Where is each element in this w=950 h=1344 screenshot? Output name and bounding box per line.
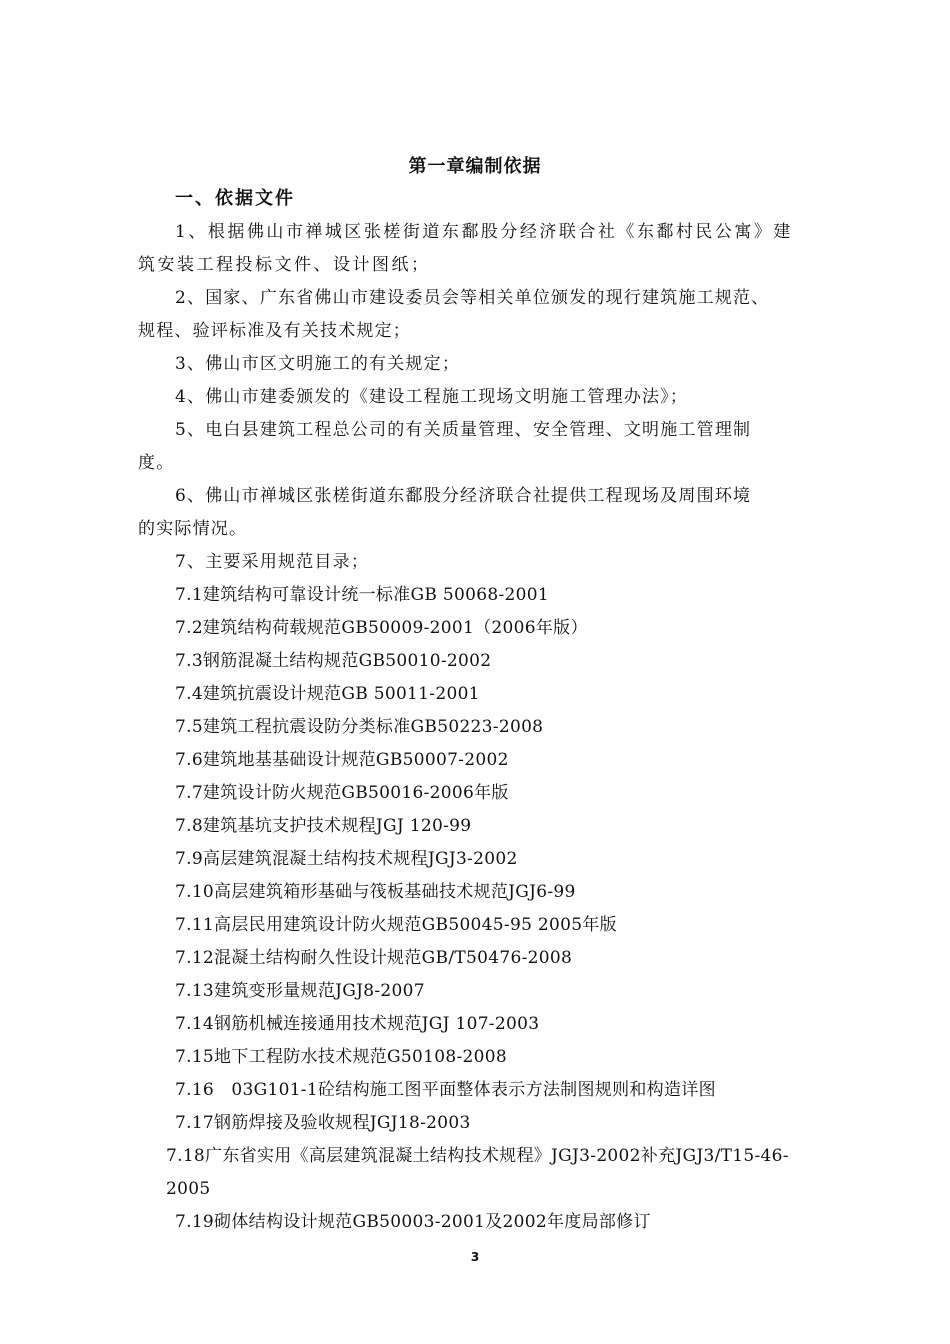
- item-4: 4、佛山市建委颁发的《建设工程施工现场文明施工管理办法》；: [175, 387, 689, 407]
- standard-7-3: 7.3钢筋混凝土结构规范GB50010-2002: [175, 651, 492, 671]
- item-6-line-1: 6、佛山市禅城区张槎街道东鄱股分经济联合社提供工程现场及周围环境: [175, 486, 752, 506]
- standard-7-18-line-1: 7.18广东省实用《高层建筑混凝土结构技术规程》JGJ3-2002补充JGJ3/T15-46-: [166, 1146, 789, 1166]
- standard-7-10: 7.10高层建筑箱形基础与筏板基础技术规范JGJ6-99: [175, 882, 576, 902]
- item-5-line-1: 5、电白县建筑工程总公司的有关质量管理、安全管理、文明施工管理制: [175, 420, 752, 440]
- item-2-line-2: 规程、验评标准及有关技术规定；: [138, 321, 411, 341]
- chapter-title: 第一章编制依据: [408, 156, 542, 177]
- standard-7-18-line-2: 2005: [166, 1179, 211, 1199]
- item-1-line-1: 1、根据佛山市禅城区张槎街道东鄱股分经济联合社《东鄱村民公寓》建: [175, 222, 793, 242]
- standard-7-2: 7.2建筑结构荷载规范GB50009-2001（2006年版）: [175, 618, 588, 638]
- standard-7-12: 7.12混凝土结构耐久性设计规范GB/T50476-2008: [175, 948, 573, 968]
- standard-7-6: 7.6建筑地基基础设计规范GB50007-2002: [175, 750, 509, 770]
- item-7: 7、主要采用规范目录；: [175, 552, 370, 572]
- item-3: 3、佛山市区文明施工的有关规定；: [175, 354, 461, 374]
- standard-7-1: 7.1建筑结构可靠设计统一标准GB 50068-2001: [175, 585, 549, 605]
- section-heading: 一、依据文件: [175, 188, 295, 209]
- page-number: 3: [470, 1250, 480, 1264]
- standard-7-19: 7.19砌体结构设计规范GB50003-2001及2002年度局部修订: [175, 1212, 651, 1232]
- standard-7-14: 7.14钢筋机械连接通用技术规范JGJ 107-2003: [175, 1014, 540, 1034]
- item-2-line-1: 2、国家、广东省佛山市建设委员会等相关单位颁发的现行建筑施工规范、: [175, 288, 770, 308]
- standard-7-17: 7.17钢筋焊接及验收规程JGJ18-2003: [175, 1113, 471, 1133]
- standard-7-9: 7.9高层建筑混凝土结构技术规程JGJ3-2002: [175, 849, 518, 869]
- standard-7-7: 7.7建筑设计防火规范GB50016-2006年版: [175, 783, 509, 803]
- item-1-line-2: 筑安装工程投标文件、设计图纸；: [138, 255, 431, 275]
- item-6-line-2: 的实际情况。: [138, 519, 248, 539]
- standard-7-5: 7.5建筑工程抗震设防分类标准GB50223-2008: [175, 717, 544, 737]
- standard-7-8: 7.8建筑基坑支护技术规程JGJ 120-99: [175, 816, 472, 836]
- standard-7-11: 7.11高层民用建筑设计防火规范GB50045-95 2005年版: [175, 915, 617, 935]
- standard-7-15: 7.15地下工程防水技术规范G50108-2008: [175, 1047, 508, 1067]
- standard-7-4: 7.4建筑抗震设计规范GB 50011-2001: [175, 684, 480, 704]
- standard-7-16: 7.16 03G101-1砼结构施工图平面整体表示方法制图规则和构造详图: [175, 1080, 716, 1100]
- standard-7-13: 7.13建筑变形量规范JGJ8-2007: [175, 981, 425, 1001]
- item-5-line-2: 度。: [138, 453, 175, 473]
